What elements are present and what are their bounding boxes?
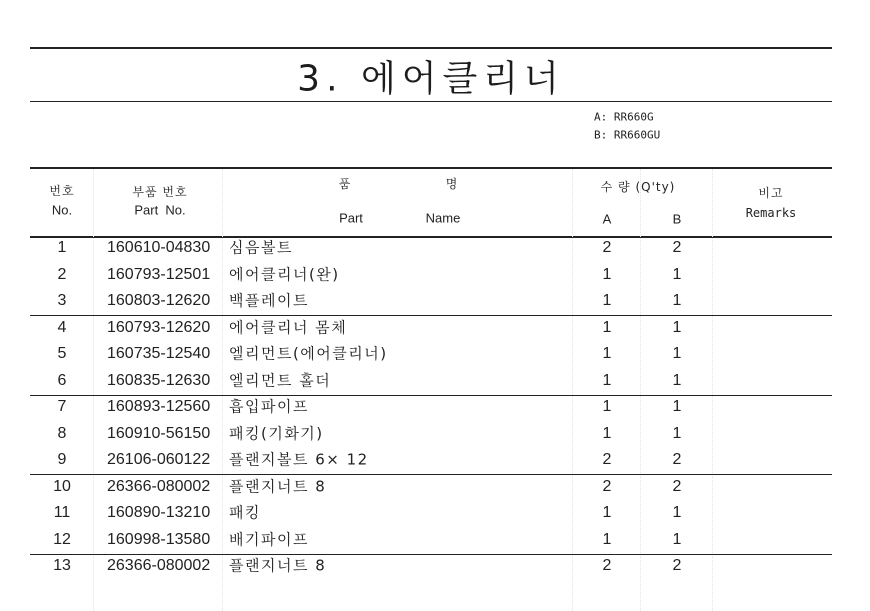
page-title: 3. 에어클리너 bbox=[297, 58, 565, 100]
quantity-b: 1 bbox=[672, 398, 682, 415]
part-name: 에어클리너 몸체 bbox=[229, 318, 348, 336]
header-remarks-en: Remarks bbox=[745, 206, 797, 220]
part-name: 흡입파이프 bbox=[229, 397, 309, 416]
part-number: 160793-12501 bbox=[107, 265, 211, 283]
group-separator bbox=[30, 474, 832, 475]
part-name: 엘리먼트(에어클리너) bbox=[229, 344, 388, 363]
row-number: 9 bbox=[57, 451, 67, 468]
quantity-a: 1 bbox=[602, 371, 612, 389]
row-number: 10 bbox=[53, 477, 71, 495]
model-b-label: B: RR660GU bbox=[594, 128, 661, 142]
row-number: 2 bbox=[57, 265, 67, 283]
quantity-b: 1 bbox=[672, 530, 682, 548]
quantity-b: 1 bbox=[672, 424, 682, 442]
quantity-a: 1 bbox=[602, 504, 612, 521]
part-name: 배기파이프 bbox=[229, 530, 309, 548]
quantity-b: 1 bbox=[672, 265, 682, 283]
quantity-a: 1 bbox=[602, 345, 612, 362]
part-name: 플랜지너트 8 bbox=[229, 477, 327, 495]
row-number: 12 bbox=[53, 530, 71, 548]
row-number: 13 bbox=[53, 557, 71, 574]
header-quantity: 수 량 (Q'ty) bbox=[600, 180, 676, 194]
quantity-a: 2 bbox=[602, 557, 612, 574]
model-a-label: A: RR660G bbox=[594, 110, 654, 124]
quantity-b: 2 bbox=[672, 477, 682, 495]
part-number: 26366-080002 bbox=[107, 557, 211, 574]
row-number: 11 bbox=[53, 504, 71, 521]
header-name-en-1: Part bbox=[339, 210, 363, 226]
part-number: 160735-12540 bbox=[107, 345, 211, 362]
header-part-no-en: Part No. bbox=[134, 202, 186, 218]
row-number: 7 bbox=[57, 398, 67, 415]
part-name: 에어클리너(완) bbox=[229, 265, 340, 283]
part-name: 엘리먼트 홀더 bbox=[229, 371, 332, 389]
header-quantity-b: B bbox=[672, 211, 682, 227]
group-separator bbox=[30, 395, 832, 396]
part-number: 160835-12630 bbox=[107, 371, 211, 389]
quantity-a: 2 bbox=[602, 477, 612, 495]
row-number: 3 bbox=[57, 292, 67, 309]
group-separator bbox=[30, 554, 832, 555]
row-number: 8 bbox=[57, 424, 67, 442]
quantity-a: 1 bbox=[602, 265, 612, 283]
quantity-a: 1 bbox=[602, 318, 612, 336]
header-remarks-ko: 비고 bbox=[758, 186, 784, 200]
header-no-en: No. bbox=[51, 202, 73, 218]
part-number: 160890-13210 bbox=[107, 504, 211, 521]
part-number: 160803-12620 bbox=[107, 292, 211, 309]
part-name: 심음볼트 bbox=[229, 238, 293, 257]
quantity-a: 1 bbox=[602, 530, 612, 548]
quantity-b: 1 bbox=[672, 504, 682, 521]
part-name: 플랜지너트 8 bbox=[229, 556, 327, 575]
quantity-a: 2 bbox=[602, 239, 612, 256]
header-name-ko-1: 품 bbox=[338, 177, 352, 191]
header-name-ko-2: 명 bbox=[445, 177, 459, 191]
part-name: 패킹(기화기) bbox=[229, 424, 324, 442]
row-number: 4 bbox=[57, 318, 67, 336]
part-name: 백플레이트 bbox=[229, 291, 309, 310]
quantity-b: 2 bbox=[672, 451, 682, 468]
part-number: 160793-12620 bbox=[107, 318, 211, 336]
quantity-a: 1 bbox=[602, 292, 612, 309]
quantity-a: 1 bbox=[602, 398, 612, 415]
part-number: 160910-56150 bbox=[107, 424, 211, 442]
quantity-b: 2 bbox=[672, 557, 682, 574]
row-number: 1 bbox=[57, 239, 67, 256]
quantity-b: 1 bbox=[672, 345, 682, 362]
quantity-b: 1 bbox=[672, 292, 682, 309]
part-name: 플랜지볼트 6× 12 bbox=[229, 450, 369, 469]
header-quantity-a: A bbox=[602, 211, 612, 227]
header-name-en-2: Name bbox=[425, 210, 461, 226]
part-number: 160998-13580 bbox=[107, 530, 211, 548]
quantity-b: 2 bbox=[672, 239, 682, 256]
part-number: 160610-04830 bbox=[107, 239, 211, 256]
quantity-a: 1 bbox=[602, 424, 612, 442]
group-separator bbox=[30, 315, 832, 316]
part-name: 패킹 bbox=[229, 503, 261, 522]
row-number: 5 bbox=[57, 345, 67, 362]
part-number: 160893-12560 bbox=[107, 398, 211, 415]
quantity-a: 2 bbox=[602, 451, 612, 468]
part-number: 26106-060122 bbox=[107, 451, 211, 468]
part-number: 26366-080002 bbox=[107, 477, 211, 495]
header-part-no-ko: 부품 번호 bbox=[132, 185, 188, 199]
quantity-b: 1 bbox=[672, 371, 682, 389]
header-no-ko: 번호 bbox=[49, 184, 75, 198]
row-number: 6 bbox=[57, 371, 67, 389]
quantity-b: 1 bbox=[672, 318, 682, 336]
